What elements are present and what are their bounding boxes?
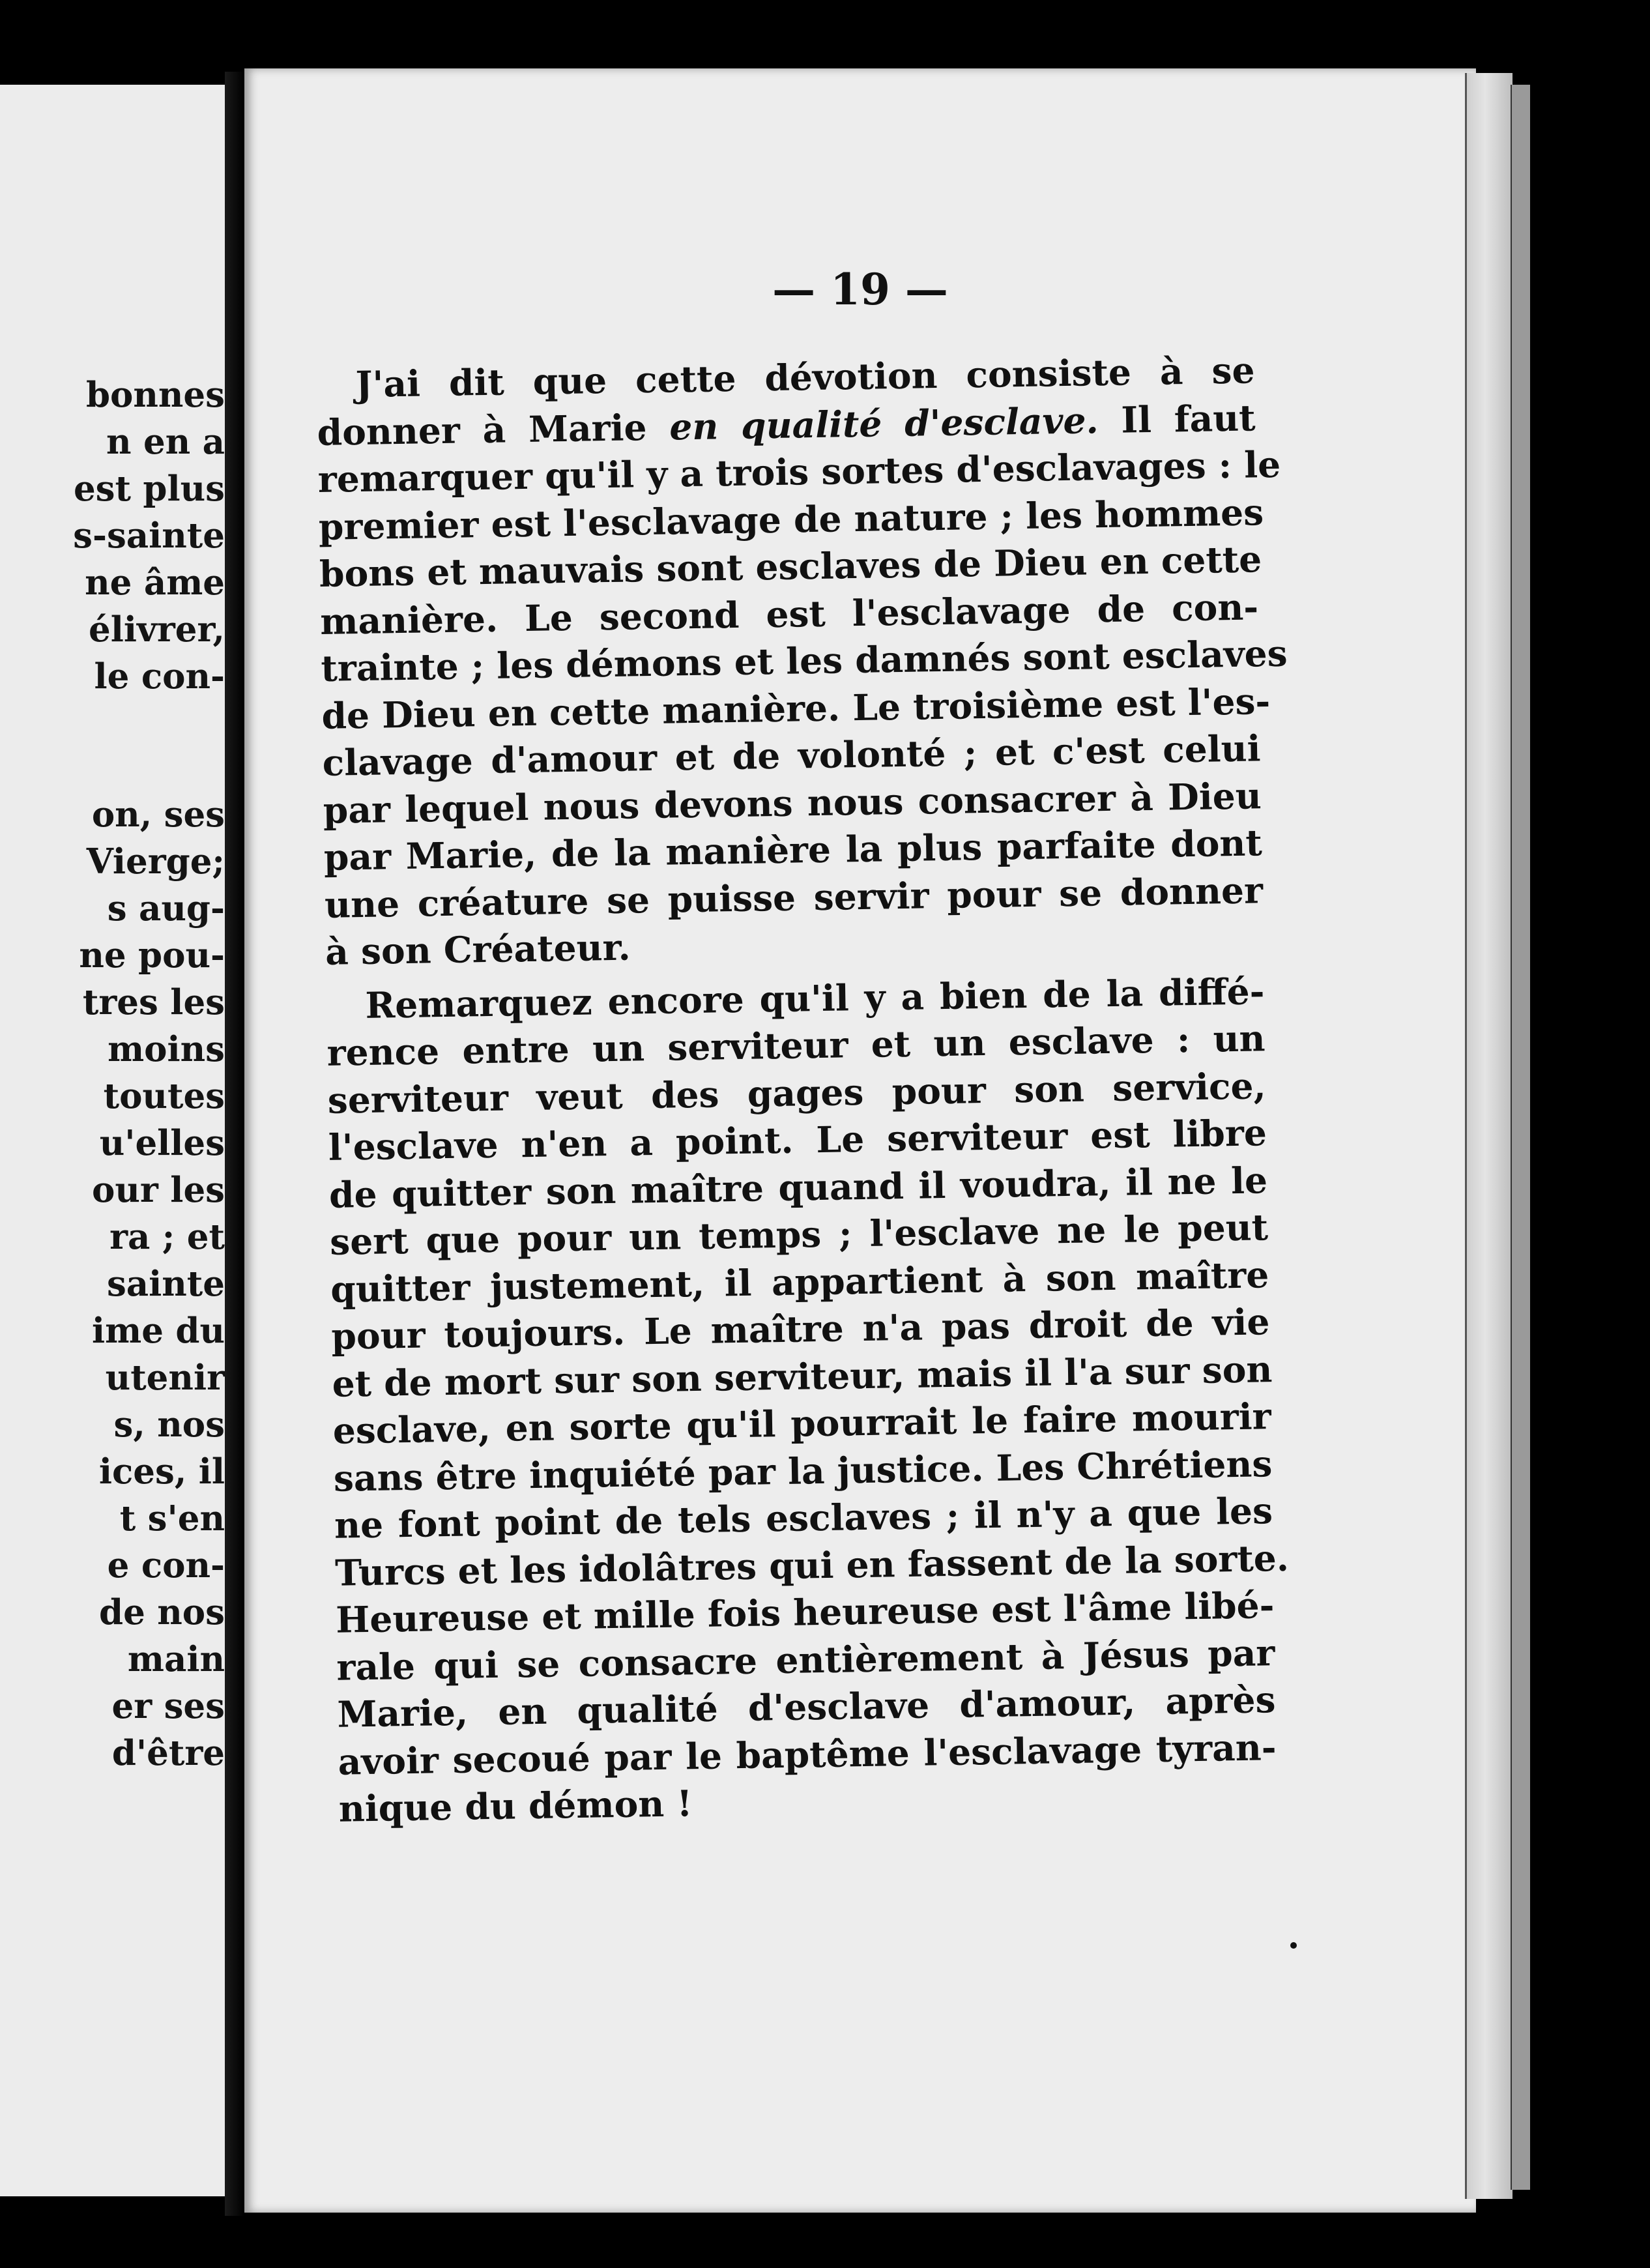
text-line: esclave, en sorte qu'il pourrait le faire mourir (332, 1395, 1272, 1452)
text-line: sert que pour un temps ; l'esclave ne le peut (329, 1206, 1269, 1263)
text-line: trainte ; les démons et les damnés sont esclaves (320, 632, 1288, 690)
text-line: pour toujours. Le maître n'a pas droit de vie (330, 1300, 1270, 1358)
text-line: ne font point de tels esclaves ; il n'y a que les (334, 1489, 1273, 1547)
facing-line: er ses (111, 1686, 225, 1726)
cover-edge (1511, 85, 1530, 2190)
text-line: l'esclave n'en a point. Le serviteur est libre (328, 1111, 1267, 1169)
emphasis-text: en qualité d'esclave. (669, 398, 1099, 448)
facing-line: le con- (94, 656, 225, 697)
facing-page-left (0, 85, 225, 2196)
facing-line: ne âme (85, 562, 225, 603)
text-line: à son Créateur. (325, 925, 631, 973)
text-line: J'ai dit que cette dévotion consiste à se (355, 349, 1255, 406)
facing-line: ices, il (98, 1451, 225, 1492)
facing-line: utenir (105, 1358, 225, 1398)
text-line: clavage d'amour et de volonté ; et c'est celui (322, 727, 1262, 784)
facing-line: est plus (73, 469, 225, 509)
facing-line: t s'en (119, 1498, 225, 1539)
facing-line: our les (92, 1170, 225, 1210)
ink-speck (1290, 1942, 1297, 1949)
page-number: — 19 — (772, 264, 948, 315)
page-body-text (316, 347, 1290, 1833)
page-stack-edge (1465, 73, 1512, 2199)
facing-line: de nos (99, 1592, 225, 1633)
text-line: manière. Le second est l'esclavage de con- (319, 585, 1259, 643)
text-line: par lequel nous devons nous consacrer à Dieu (323, 774, 1262, 832)
facing-line: s-sainte (73, 516, 225, 556)
facing-line: bonnes (85, 375, 225, 415)
facing-line: ime du (92, 1311, 225, 1351)
text-line: Turcs et les idolâtres qui en fassent de la sorte. (334, 1536, 1290, 1594)
facing-line: u'elles (99, 1123, 225, 1163)
text-line: Heureuse et mille fois heureuse est l'âme libé- (335, 1584, 1275, 1641)
facing-line: main (127, 1639, 225, 1679)
facing-line: s aug- (107, 888, 225, 929)
facing-line: ne pou- (79, 935, 225, 976)
facing-line: ra ; et (109, 1217, 225, 1257)
main-page (244, 68, 1476, 2213)
text-line: Marie, en qualité d'esclave d'amour, après (337, 1678, 1276, 1736)
facing-line: n en a (106, 422, 225, 462)
facing-line: sainte (106, 1264, 225, 1304)
facing-line: moins (108, 1029, 225, 1069)
text-line: rale qui se consacre entièrement à Jésus par (336, 1631, 1275, 1689)
text-line: sans être inquiété par la justice. Les Chrétiens (333, 1442, 1273, 1500)
text-line: quitter justement, il appartient à son maître (330, 1253, 1269, 1311)
text-line: avoir secoué par le baptême l'esclavage tyran- (338, 1725, 1277, 1783)
text-line: de Dieu en cette manière. Le troisième est l'es- (321, 679, 1271, 737)
text-line: Remarquez encore qu'il y a bien de la diffé- (365, 969, 1265, 1026)
text-line: rence entre un serviteur et un esclave : un (326, 1017, 1266, 1074)
text-line: de quitter son maître quand il voudra, il ne le (328, 1158, 1268, 1216)
facing-line: toutes (103, 1076, 225, 1116)
text-line: premier est l'esclavage de nature ; les hommes (318, 490, 1264, 548)
facing-line: on, ses (91, 794, 225, 835)
text-line: une créature se puisse servir pour se donner (324, 868, 1264, 926)
facing-line: d'être (111, 1733, 225, 1773)
facing-line: e con- (107, 1545, 225, 1586)
text-line: serviteur veut des gages pour son service, (327, 1064, 1267, 1122)
facing-page-text (0, 371, 225, 1777)
text-line: bons et mauvais sont esclaves de Dieu en cette (319, 538, 1262, 595)
text-line: donner à Marie en qualité d'esclave. Il faut (317, 396, 1256, 454)
text-line: nique du démon ! (338, 1782, 693, 1830)
book-gutter (225, 72, 244, 2216)
facing-line: Vierge; (86, 841, 225, 882)
facing-line: tres les (82, 982, 225, 1023)
facing-line: élivrer, (89, 609, 225, 650)
facing-line: s, nos (113, 1404, 225, 1445)
text-line: par Marie, de la manière la plus parfaite dont (323, 821, 1263, 879)
text-line: et de mort sur son serviteur, mais il l'a sur son (332, 1347, 1273, 1405)
text-line: remarquer qu'il y a trois sortes d'esclavages : le (317, 443, 1281, 501)
